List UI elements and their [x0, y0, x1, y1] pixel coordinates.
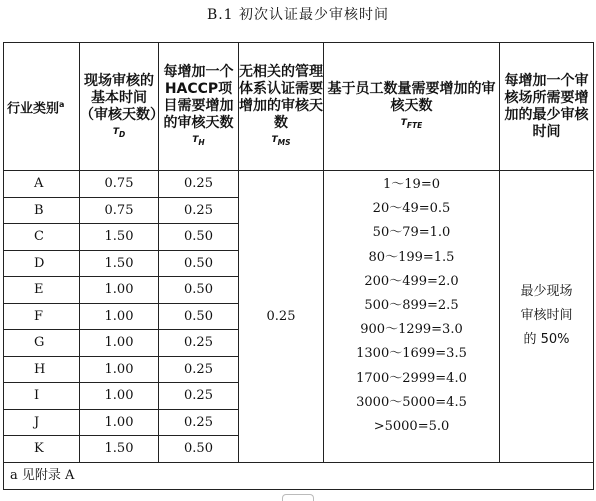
- haccp-increment-cell: 0.25: [159, 409, 239, 436]
- header-industry: 行业类别$^a$: [4, 43, 80, 171]
- base-time-cell: 1.00: [80, 330, 159, 357]
- staff-range-item: 50～79=1.0: [372, 225, 451, 241]
- header-staff-increment: 基于员工数量需要增加的审核天数 $T_{FTE}$: [324, 43, 500, 171]
- haccp-increment-cell: 0.50: [159, 303, 239, 330]
- header-haccp-increment: 每增加一个HACCP项目需要增加的审核天数 $T_H$: [159, 43, 239, 171]
- staff-range-item: >5000=5.0: [373, 418, 450, 434]
- haccp-increment-cell: 0.25: [159, 197, 239, 224]
- haccp-increment-cell: 0.50: [159, 277, 239, 304]
- staff-range-item: 3000～5000=4.5: [356, 394, 467, 410]
- industry-category-cell: E: [4, 277, 80, 304]
- site-text-line: 的 50%: [523, 332, 570, 348]
- header-site-increment: 每增加一个审核场所需要增加的最少审核时间: [500, 43, 594, 171]
- footnote: a 见附录 A: [4, 462, 594, 489]
- base-time-cell: 1.50: [80, 224, 159, 251]
- base-time-cell: 1.50: [80, 250, 159, 277]
- haccp-increment-cell: 0.25: [159, 383, 239, 410]
- staff-range-item: 1700～2999=4.0: [356, 370, 467, 386]
- table-row: [4, 171, 594, 198]
- staff-range-item: 900～1299=3.0: [360, 322, 463, 338]
- base-time-cell: 1.00: [80, 383, 159, 410]
- base-time-cell: 0.75: [80, 197, 159, 224]
- industry-category-cell: A: [4, 171, 80, 198]
- haccp-increment-cell: 0.50: [159, 224, 239, 251]
- base-time-cell: 1.50: [80, 436, 159, 463]
- header-base-time: 现场审核的基本时间（审核天数） $T_D$: [80, 43, 159, 171]
- haccp-increment-cell: 0.25: [159, 356, 239, 383]
- base-time-cell: 1.00: [80, 356, 159, 383]
- haccp-increment-cell: 0.50: [159, 436, 239, 463]
- industry-category-cell: D: [4, 250, 80, 277]
- site-text-line: 审核时间: [520, 308, 573, 324]
- note-row: [4, 462, 594, 489]
- industry-category-cell: I: [4, 383, 80, 410]
- base-time-cell: 1.00: [80, 303, 159, 330]
- scroll-handle[interactable]: [282, 494, 314, 501]
- staff-range-item: 20～49=0.5: [372, 201, 451, 217]
- industry-category-cell: J: [4, 409, 80, 436]
- staff-range-item: 1300～1699=3.5: [356, 346, 467, 362]
- table-title: B.1 初次认证最少审核时间: [206, 7, 390, 23]
- audit-time-table: [3, 42, 594, 490]
- header-mgmt-increment: 无相关的管理体系认证需要增加的审核天数 $T_{MS}$: [239, 43, 324, 171]
- industry-category-cell: F: [4, 303, 80, 330]
- industry-category-cell: K: [4, 436, 80, 463]
- industry-category-cell: G: [4, 330, 80, 357]
- staff-range-item: 1～19=0: [383, 177, 440, 192]
- staff-range-item: 80～199=1.5: [368, 249, 455, 265]
- staff-range-cell: [324, 171, 500, 463]
- staff-range-item: 500～899=2.5: [364, 297, 459, 313]
- industry-category-cell: B: [4, 197, 80, 224]
- header-row: [4, 43, 594, 171]
- base-time-cell: 1.00: [80, 409, 159, 436]
- haccp-increment-cell: 0.25: [159, 330, 239, 357]
- mgmt-increment-cell: 0.25: [239, 171, 324, 463]
- base-time-cell: 1.00: [80, 277, 159, 304]
- haccp-increment-cell: 0.25: [159, 171, 239, 198]
- haccp-increment-cell: 0.50: [159, 250, 239, 277]
- industry-category-cell: C: [4, 224, 80, 251]
- site-text-line: 最少现场: [520, 284, 573, 300]
- staff-range-item: 200～499=2.0: [364, 273, 459, 289]
- industry-category-cell: H: [4, 356, 80, 383]
- site-increment-cell: [500, 171, 594, 463]
- base-time-cell: 0.75: [80, 171, 159, 198]
